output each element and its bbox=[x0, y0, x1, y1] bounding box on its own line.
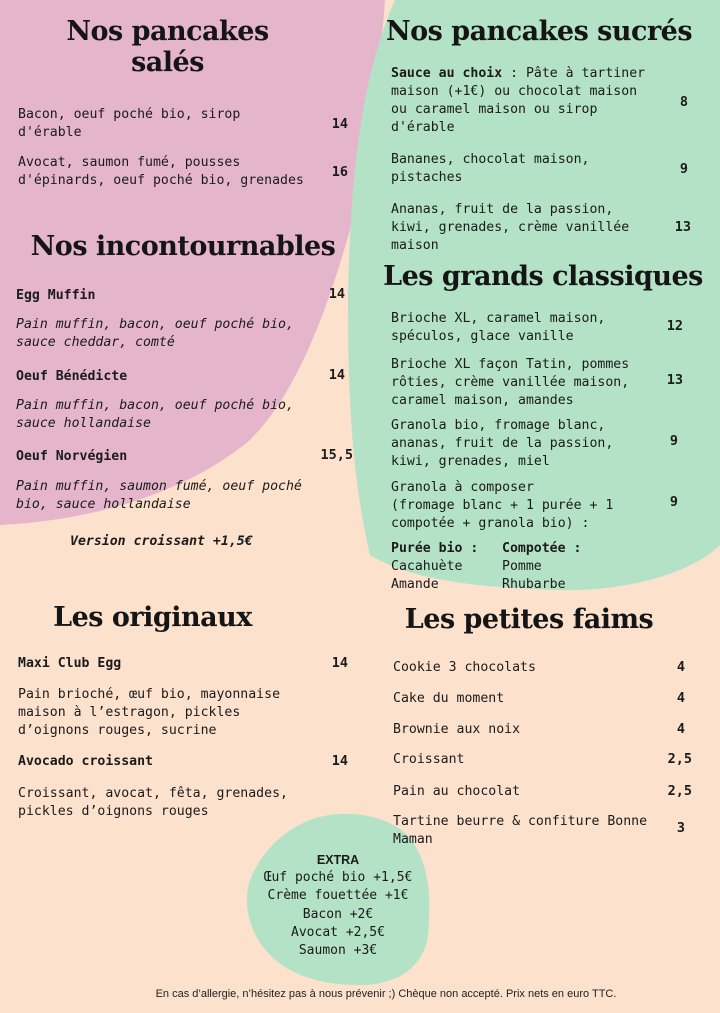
puree-option: Amande bbox=[391, 577, 439, 592]
compotee-option: Pomme bbox=[502, 559, 542, 574]
menu-item bbox=[391, 151, 661, 187]
item-line: maison (+1€) ou chocolat maison bbox=[391, 84, 638, 99]
item-line: pistaches bbox=[391, 170, 463, 185]
extra-line: Crème fouettée +1€ bbox=[267, 888, 409, 904]
item-line: kiwi, grenades, miel bbox=[391, 454, 550, 469]
item-price: 13 bbox=[674, 219, 691, 235]
section-title-originaux: Les originaux bbox=[53, 602, 252, 633]
extras-list bbox=[238, 851, 438, 960]
item-line: : Pâte à tartiner bbox=[502, 66, 646, 81]
item-price: 16 bbox=[331, 164, 348, 180]
item-line: d'épinards, oeuf poché bio, grenades bbox=[18, 173, 304, 188]
item-description bbox=[18, 785, 318, 821]
item-price: 4 bbox=[676, 659, 685, 675]
croissant-note: Version croissant +1,5€ bbox=[70, 534, 253, 549]
item-description bbox=[16, 397, 316, 433]
desc-line: Pain muffin, bacon, oeuf poché bio, bbox=[16, 317, 294, 332]
puree-label: Purée bio : bbox=[391, 541, 479, 556]
item-name: Oeuf Bénédicte bbox=[16, 369, 128, 384]
title-line-2: salés bbox=[131, 47, 204, 79]
item-line: Tartine beurre & confiture Bonne bbox=[393, 814, 648, 829]
compotee-options bbox=[502, 540, 602, 594]
extra-line: Bacon +2€ bbox=[302, 906, 374, 922]
desc-line: sauce hollandaise bbox=[16, 416, 151, 431]
item-price: 2,5 bbox=[667, 783, 692, 799]
extra-line: Œuf poché bio +1,5€ bbox=[263, 870, 413, 886]
title-line-1: Nos pancakes bbox=[66, 16, 269, 47]
item-description bbox=[16, 316, 316, 352]
puree-option: Cacahuète bbox=[391, 559, 463, 574]
menu-item: Croissant bbox=[393, 752, 465, 767]
item-price: 14 bbox=[328, 286, 345, 302]
item-price: 8 bbox=[679, 94, 688, 110]
item-price: 9 bbox=[669, 494, 678, 510]
item-name: Avocado croissant bbox=[18, 754, 153, 769]
item-line: ou caramel maison ou sirop bbox=[391, 102, 598, 117]
item-price: 14 bbox=[331, 655, 348, 671]
item-price: 14 bbox=[331, 116, 348, 132]
item-price: 14 bbox=[331, 753, 348, 769]
item-price: 9 bbox=[669, 433, 678, 449]
item-line: kiwi, grenades, crème vanillée bbox=[391, 220, 630, 235]
extra-line: Saumon +3€ bbox=[298, 943, 378, 959]
item-name: Oeuf Norvégien bbox=[16, 449, 128, 464]
desc-line: Pain brioché, œuf bio, mayonnaise bbox=[18, 687, 281, 702]
section-title-petites: Les petites faims bbox=[404, 604, 654, 635]
item-price: 13 bbox=[666, 372, 683, 388]
menu-item bbox=[18, 106, 318, 142]
item-description bbox=[18, 686, 318, 740]
item-line: (fromage blanc + 1 purée + 1 bbox=[391, 498, 614, 513]
item-price: 2,5 bbox=[667, 751, 692, 767]
item-description bbox=[16, 478, 316, 514]
item-bold: Sauce au choix bbox=[391, 66, 503, 81]
item-price: 9 bbox=[679, 161, 688, 177]
puree-options bbox=[391, 540, 491, 594]
footer-note: En cas d’allergie, n’hésitez pas à nous prévenir ;) Chèque non accepté. Prix nets en euro TTC. bbox=[155, 988, 617, 1000]
item-line: Ananas, fruit de la passion, bbox=[391, 202, 614, 217]
item-line: Avocat, saumon fumé, pousses bbox=[18, 155, 241, 170]
item-price: 15,5 bbox=[320, 447, 353, 463]
item-line: Brioche XL façon Tatin, pommes bbox=[391, 357, 630, 372]
section-title-sucres: Nos pancakes sucrés bbox=[385, 16, 693, 47]
menu-item: Cake du moment bbox=[393, 691, 505, 706]
menu-item: Pain au chocolat bbox=[393, 784, 521, 799]
compotee-label: Compotée : bbox=[502, 541, 582, 556]
section-title-classiques: Les grands classiques bbox=[383, 261, 703, 292]
section-title-incontournables: Nos incontournables bbox=[30, 231, 336, 262]
desc-line: bio, sauce hollandaise bbox=[16, 497, 191, 512]
item-line: ananas, fruit de la passion, bbox=[391, 436, 614, 451]
item-line: Bananes, chocolat maison, bbox=[391, 152, 590, 167]
item-price: 14 bbox=[328, 367, 345, 383]
item-name: Maxi Club Egg bbox=[18, 656, 122, 671]
extra-line: Avocat +2,5€ bbox=[291, 924, 385, 940]
item-line: spéculos, glace vanille bbox=[391, 329, 574, 344]
desc-line: Pain muffin, bacon, oeuf poché bio, bbox=[16, 398, 294, 413]
item-line: Granola bio, fromage blanc, bbox=[391, 418, 606, 433]
item-line: compotée + granola bio) : bbox=[391, 516, 590, 531]
item-line: d'érable bbox=[18, 125, 82, 140]
item-price: 3 bbox=[676, 820, 685, 836]
desc-line: maison à l’estragon, pickles bbox=[18, 705, 241, 720]
item-line: rôties, crème vanillée maison, bbox=[391, 375, 630, 390]
menu-item bbox=[391, 65, 661, 137]
item-line: Bacon, oeuf poché bio, sirop bbox=[18, 107, 241, 122]
item-name: Egg Muffin bbox=[16, 288, 96, 303]
item-line: Brioche XL, caramel maison, bbox=[391, 311, 606, 326]
desc-line: Croissant, avocat, fêta, grenades, bbox=[18, 786, 288, 801]
extras-title: EXTRA bbox=[316, 853, 360, 867]
item-line: d'érable bbox=[391, 120, 455, 135]
menu-item bbox=[391, 201, 661, 255]
item-line: Granola à composer bbox=[391, 480, 534, 495]
menu-item bbox=[391, 479, 661, 533]
item-line: caramel maison, amandes bbox=[391, 393, 574, 408]
menu-item bbox=[393, 813, 663, 849]
menu-item: Cookie 3 chocolats bbox=[393, 660, 536, 675]
item-line: maison bbox=[391, 238, 439, 253]
menu-item bbox=[391, 417, 661, 471]
desc-line: pickles d’oignons rouges bbox=[18, 804, 209, 819]
item-price: 4 bbox=[676, 690, 685, 706]
menu-item: Brownie aux noix bbox=[393, 722, 521, 737]
item-line: Maman bbox=[393, 832, 433, 847]
desc-line: Pain muffin, saumon fumé, oeuf poché bbox=[16, 479, 302, 494]
desc-line: sauce cheddar, comté bbox=[16, 335, 175, 350]
item-price: 12 bbox=[666, 318, 683, 334]
section-title-sales bbox=[40, 16, 295, 78]
item-price: 4 bbox=[676, 721, 685, 737]
compotee-option: Rhubarbe bbox=[502, 577, 566, 592]
menu-item bbox=[391, 310, 661, 346]
desc-line: d’oignons rouges, sucrine bbox=[18, 723, 217, 738]
menu-item bbox=[18, 154, 328, 190]
menu-item bbox=[391, 356, 661, 410]
